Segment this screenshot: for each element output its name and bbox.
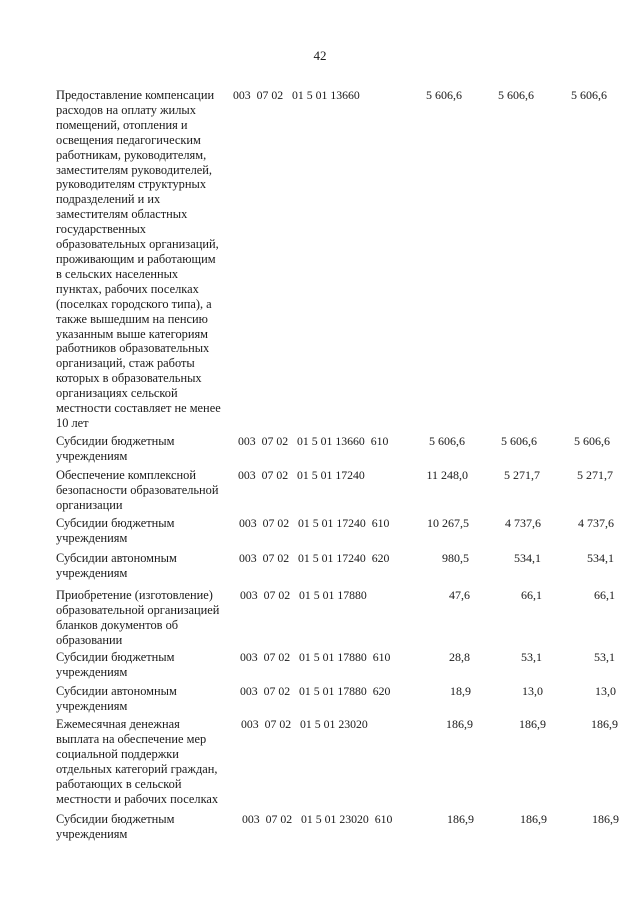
row-description: Предоставление компенсации расходов на оплату жилых помещений, отопления и освещения педагогическим работникам, руководителям, заместителям руководителей, руководителям структурных подразделений и их заместителям областных государственных образовательных организаций, проживающим и работающим в сельских населенных пунктах, рабочих поселках (поселках городского типа), а также вышедшим на пенсию указанным выше категориям работников образовательных организаций, стаж работы которых в образовательных организациях сельской местности составляет не менее 10 лет [56,88,221,430]
row-value-1: 5 606,6 [429,434,465,448]
row-code: 003 07 02 01 5 01 17880 620 [240,684,391,698]
row-value-2: 534,1 [514,551,541,565]
row-value-3: 5 271,7 [577,468,613,482]
row-value-1: 10 267,5 [427,516,469,530]
row-code: 003 07 02 01 5 01 17880 [240,588,367,602]
row-code: 003 07 02 01 5 01 23020 610 [242,812,393,826]
row-value-1: 980,5 [442,551,469,565]
page-number: 42 [313,48,327,63]
row-value-2: 186,9 [520,812,547,826]
row-description: Субсидии автономным учреждениям [56,551,177,580]
row-value-3: 13,0 [595,684,616,698]
row-description: Субсидии автономным учреждениям [56,684,177,713]
row-value-1: 47,6 [449,588,470,602]
row-description: Субсидии бюджетным учреждениям [56,516,175,545]
row-value-1: 5 606,6 [426,88,462,102]
row-description: Ежемесячная денежная выплата на обеспечение мер социальной поддержки отдельных категорий граждан, работающих в сельской местности и рабочих поселках [56,717,219,806]
row-value-2: 13,0 [522,684,543,698]
row-value-2: 5 271,7 [504,468,540,482]
row-value-2: 5 606,6 [498,88,534,102]
row-description: Приобретение (изготовление) образовательной организацией бланков документов об образовании [56,588,220,647]
row-value-1: 28,8 [449,650,470,664]
row-value-1: 11 248,0 [426,468,468,482]
row-value-1: 18,9 [450,684,471,698]
row-value-3: 186,9 [592,812,619,826]
row-value-3: 5 606,6 [574,434,610,448]
row-code: 003 07 02 01 5 01 17240 610 [239,516,390,530]
row-value-3: 534,1 [587,551,614,565]
row-code: 003 07 02 01 5 01 17240 [238,468,365,482]
row-value-3: 53,1 [594,650,615,664]
row-value-3: 66,1 [594,588,615,602]
row-value-2: 66,1 [521,588,542,602]
row-code: 003 07 02 01 5 01 13660 610 [238,434,389,448]
row-description: Субсидии бюджетным учреждениям [56,434,175,463]
row-code: 003 07 02 01 5 01 17880 610 [240,650,391,664]
row-description: Обеспечение комплексной безопасности образовательной организации [56,468,219,512]
row-value-1: 186,9 [446,717,473,731]
row-value-2: 4 737,6 [505,516,541,530]
row-code: 003 07 02 01 5 01 23020 [241,717,368,731]
row-value-3: 4 737,6 [578,516,614,530]
row-description: Субсидии бюджетным учреждениям [56,650,175,679]
row-code: 003 07 02 01 5 01 13660 [233,88,360,102]
row-code: 003 07 02 01 5 01 17240 620 [239,551,390,565]
row-value-2: 5 606,6 [501,434,537,448]
row-value-1: 186,9 [447,812,474,826]
row-description: Субсидии бюджетным учреждениям [56,812,175,841]
row-value-2: 186,9 [519,717,546,731]
row-value-3: 186,9 [591,717,618,731]
row-value-3: 5 606,6 [571,88,607,102]
row-value-2: 53,1 [521,650,542,664]
